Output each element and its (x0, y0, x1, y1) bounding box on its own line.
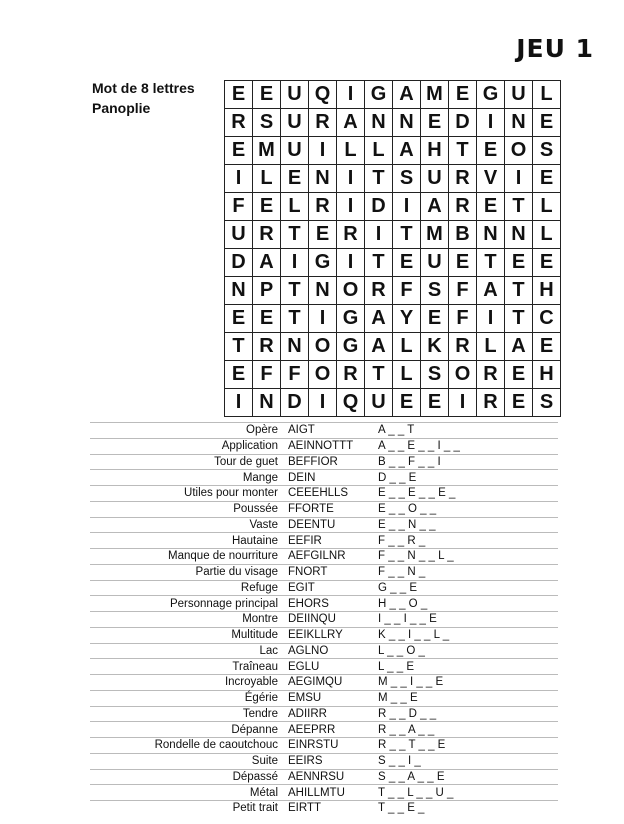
clue-definition: Poussée (233, 503, 278, 516)
grid-cell[interactable]: O (449, 361, 477, 389)
clue-row (90, 422, 558, 438)
grid-cell[interactable]: T (365, 165, 393, 193)
grid-cell[interactable]: E (393, 249, 421, 277)
grid-cell[interactable]: R (477, 361, 505, 389)
clue-row (90, 769, 558, 785)
clue-definition: Dépassé (232, 770, 278, 783)
grid-cell[interactable]: E (533, 165, 561, 193)
grid-cell[interactable]: G (337, 333, 365, 361)
grid-cell[interactable]: U (421, 249, 449, 277)
clue-pattern: M _ _ I _ _ E (378, 676, 444, 689)
grid-cell[interactable]: U (225, 221, 253, 249)
grid-cell[interactable]: Q (309, 81, 337, 109)
grid-cell[interactable]: E (225, 361, 253, 389)
grid-cell[interactable]: E (477, 137, 505, 165)
grid-cell[interactable]: I (393, 193, 421, 221)
grid-cell[interactable]: I (281, 249, 309, 277)
grid-cell[interactable]: M (253, 137, 281, 165)
grid-cell[interactable]: E (421, 389, 449, 417)
clue-pattern: S _ _ A _ _ E (378, 770, 445, 783)
clue-pattern: A _ _ E _ _ I _ _ (378, 440, 460, 453)
grid-cell[interactable]: I (337, 81, 365, 109)
grid-row (225, 361, 561, 389)
grid-cell[interactable]: I (337, 249, 365, 277)
grid-cell[interactable]: N (281, 333, 309, 361)
clue-letters: CEEEHLLS (288, 487, 349, 500)
grid-cell[interactable]: U (365, 389, 393, 417)
grid-cell[interactable]: E (449, 249, 477, 277)
clue-definition: Incroyable (224, 676, 278, 689)
grid-cell[interactable]: L (253, 165, 281, 193)
clue-row (90, 627, 558, 643)
clue-definition: Hautaine (231, 534, 278, 547)
grid-cell[interactable]: I (477, 109, 505, 137)
grid-cell[interactable]: E (533, 249, 561, 277)
grid-cell[interactable]: R (449, 165, 477, 193)
clue-pattern: E _ _ E _ _ E _ (378, 487, 456, 500)
grid-cell[interactable]: T (449, 137, 477, 165)
grid-cell[interactable]: R (253, 221, 281, 249)
grid-cell[interactable]: A (393, 137, 421, 165)
grid-cell[interactable]: F (253, 361, 281, 389)
clue-definition: Rondelle de caoutchouc (154, 739, 278, 752)
grid-cell[interactable]: N (505, 221, 533, 249)
grid-cell[interactable]: E (449, 81, 477, 109)
grid-cell[interactable]: N (253, 389, 281, 417)
theme-label: Panoplie (92, 100, 151, 116)
clue-letters: FNORT (288, 566, 328, 579)
grid-cell[interactable]: I (505, 165, 533, 193)
grid-cell[interactable]: Q (337, 389, 365, 417)
grid-cell[interactable]: E (225, 137, 253, 165)
grid-cell[interactable]: T (225, 333, 253, 361)
grid-cell[interactable]: L (533, 193, 561, 221)
clue-row (90, 737, 558, 753)
grid-cell[interactable]: F (225, 193, 253, 221)
grid-cell[interactable]: L (477, 333, 505, 361)
clue-letters: FFORTE (288, 503, 334, 516)
clue-pattern: H _ _ O _ (378, 597, 428, 610)
clue-definition: Montre (242, 613, 278, 626)
grid-cell[interactable]: N (309, 165, 337, 193)
grid-row (225, 249, 561, 277)
grid-cell[interactable]: F (449, 305, 477, 333)
clue-letters: AEINNOTTT (288, 440, 354, 453)
clue-letters: EEFIR (288, 534, 322, 547)
grid-cell[interactable]: E (225, 305, 253, 333)
clue-definition: Traîneau (232, 660, 278, 673)
clue-row (90, 674, 558, 690)
clue-letters: AEFGILNR (288, 550, 346, 563)
grid-cell[interactable]: F (449, 277, 477, 305)
grid-cell[interactable]: N (365, 109, 393, 137)
grid-cell[interactable]: A (365, 305, 393, 333)
grid-cell[interactable]: E (421, 109, 449, 137)
grid-cell[interactable]: N (309, 277, 337, 305)
clue-pattern: K _ _ I _ _ L _ (378, 629, 450, 642)
grid-cell[interactable]: I (309, 137, 337, 165)
grid-cell[interactable]: I (337, 193, 365, 221)
grid-cell[interactable]: E (225, 81, 253, 109)
grid-cell[interactable]: O (337, 277, 365, 305)
grid-cell[interactable]: S (253, 109, 281, 137)
clue-row (90, 658, 558, 674)
clue-definition: Mange (242, 471, 278, 484)
clue-row (90, 753, 558, 769)
grid-cell[interactable]: R (337, 221, 365, 249)
grid-cell[interactable]: U (281, 137, 309, 165)
grid-cell[interactable]: U (421, 165, 449, 193)
clue-pattern: E _ _ N _ _ (378, 518, 436, 531)
grid-cell[interactable]: F (393, 277, 421, 305)
grid-cell[interactable]: O (309, 361, 337, 389)
clue-pattern: G _ _ E (378, 581, 417, 594)
grid-cell[interactable]: D (365, 193, 393, 221)
grid-cell[interactable]: E (533, 109, 561, 137)
grid-cell[interactable]: G (477, 81, 505, 109)
grid-cell[interactable]: H (421, 137, 449, 165)
grid-cell[interactable]: O (309, 333, 337, 361)
clue-letters: AEEPRR (288, 723, 336, 736)
clue-row (90, 706, 558, 722)
grid-cell[interactable]: A (421, 193, 449, 221)
clue-definition: Opère (246, 424, 278, 437)
clue-definition: Utiles pour monter (184, 487, 278, 500)
grid-cell[interactable]: D (449, 109, 477, 137)
grid-cell[interactable]: S (393, 165, 421, 193)
clue-row (90, 595, 558, 611)
letter-grid (224, 80, 561, 417)
clue-pattern: L _ _ O _ (378, 644, 425, 657)
grid-cell[interactable]: E (533, 333, 561, 361)
clue-pattern: R _ _ T _ _ E (378, 739, 446, 752)
grid-cell[interactable]: A (393, 81, 421, 109)
clue-letters: DEIINQU (288, 613, 336, 626)
clue-definition: Multitude (231, 629, 278, 642)
grid-cell[interactable]: I (225, 165, 253, 193)
clue-definition: Vaste (249, 518, 278, 531)
grid-cell[interactable]: E (477, 193, 505, 221)
grid-cell[interactable]: R (337, 361, 365, 389)
clue-row (90, 454, 558, 470)
grid-cell[interactable]: T (365, 249, 393, 277)
grid-cell[interactable]: T (281, 305, 309, 333)
grid-cell[interactable]: I (309, 305, 337, 333)
grid-cell[interactable]: U (505, 81, 533, 109)
grid-cell[interactable]: N (505, 109, 533, 137)
clue-pattern: S _ _ I _ (378, 755, 421, 768)
grid-cell[interactable]: R (309, 193, 337, 221)
grid-cell[interactable]: T (281, 221, 309, 249)
grid-cell[interactable]: G (309, 249, 337, 277)
clue-letters: EINRSTU (288, 739, 339, 752)
grid-row (225, 165, 561, 193)
grid-cell[interactable]: E (309, 221, 337, 249)
grid-cell[interactable]: E (253, 193, 281, 221)
clue-pattern: E _ _ O _ _ (378, 503, 437, 516)
grid-cell[interactable]: G (365, 81, 393, 109)
clue-pattern: T _ _ E _ (378, 802, 425, 815)
clue-letters: ADIIRR (288, 707, 327, 720)
clue-letters: DEIN (288, 471, 316, 484)
clue-row (90, 517, 558, 533)
grid-cell[interactable]: T (477, 249, 505, 277)
grid-cell[interactable]: R (477, 389, 505, 417)
grid-row (225, 333, 561, 361)
grid-cell[interactable]: E (253, 81, 281, 109)
grid-cell[interactable]: S (533, 137, 561, 165)
clue-letters: EEIKLLRY (288, 629, 343, 642)
grid-row (225, 221, 561, 249)
grid-cell[interactable]: L (533, 81, 561, 109)
grid-cell[interactable]: N (393, 109, 421, 137)
grid-cell[interactable]: T (505, 193, 533, 221)
clue-row (90, 800, 558, 816)
grid-cell[interactable]: P (253, 277, 281, 305)
grid-cell[interactable]: K (421, 333, 449, 361)
grid-cell[interactable]: L (533, 221, 561, 249)
clue-definition: Petit trait (232, 802, 278, 815)
clue-row (90, 784, 558, 800)
grid-row (225, 389, 561, 417)
grid-cell[interactable]: T (365, 361, 393, 389)
clue-pattern: A _ _ T (378, 424, 415, 437)
grid-cell[interactable]: I (365, 221, 393, 249)
grid-cell[interactable]: A (505, 333, 533, 361)
clue-pattern: L _ _ E (378, 660, 415, 673)
grid-cell[interactable]: E (505, 249, 533, 277)
grid-cell[interactable]: U (281, 109, 309, 137)
grid-cell[interactable]: E (505, 361, 533, 389)
grid-cell[interactable]: A (337, 109, 365, 137)
clue-letters: AENNRSU (288, 770, 345, 783)
grid-cell[interactable]: R (225, 109, 253, 137)
clue-pattern: D _ _ E (378, 471, 417, 484)
puzzle-info (92, 78, 195, 118)
grid-cell[interactable]: E (281, 165, 309, 193)
grid-cell[interactable]: E (393, 389, 421, 417)
grid-cell[interactable]: R (449, 193, 477, 221)
grid-cell[interactable]: L (281, 193, 309, 221)
clue-definition: Lac (259, 644, 278, 657)
grid-cell[interactable]: S (421, 361, 449, 389)
clue-letters: AIGT (288, 424, 315, 437)
clue-letters: AGLNO (288, 644, 329, 657)
grid-cell[interactable]: R (253, 333, 281, 361)
clue-definition: Application (221, 440, 278, 453)
clue-pattern: M _ _ E (378, 692, 418, 705)
clue-definition: Refuge (240, 581, 278, 594)
grid-cell[interactable]: N (225, 277, 253, 305)
grid-cell[interactable]: Y (393, 305, 421, 333)
grid-cell[interactable]: M (421, 221, 449, 249)
clue-definition: Suite (251, 755, 278, 768)
clue-row (90, 485, 558, 501)
clue-row (90, 611, 558, 627)
grid-cell[interactable]: L (393, 361, 421, 389)
grid-cell[interactable]: B (449, 221, 477, 249)
clue-pattern: B _ _ F _ _ I (378, 455, 441, 468)
clue-pattern: R _ _ A _ _ (378, 723, 435, 736)
grid-cell[interactable]: E (505, 389, 533, 417)
clue-letters: AEGIMQU (288, 676, 343, 689)
grid-cell[interactable]: N (477, 221, 505, 249)
clue-pattern: F _ _ N _ (378, 566, 426, 579)
grid-cell[interactable]: D (281, 389, 309, 417)
grid-cell[interactable]: E (253, 305, 281, 333)
grid-cell[interactable]: V (477, 165, 505, 193)
grid-cell[interactable]: T (505, 305, 533, 333)
clue-row (90, 469, 558, 485)
clue-row (90, 548, 558, 564)
grid-cell[interactable]: A (253, 249, 281, 277)
grid-cell[interactable]: H (533, 277, 561, 305)
clue-definition: Partie du visage (195, 566, 278, 579)
grid-cell[interactable]: M (421, 81, 449, 109)
clue-row (90, 580, 558, 596)
grid-cell[interactable]: A (477, 277, 505, 305)
grid-cell[interactable]: I (309, 389, 337, 417)
grid-cell[interactable]: G (337, 305, 365, 333)
clue-list (90, 422, 558, 816)
clue-row (90, 564, 558, 580)
clue-letters: EGLU (288, 660, 320, 673)
clue-pattern: F _ _ N _ _ L _ (378, 550, 454, 563)
clue-definition: Égérie (244, 692, 278, 705)
clue-letters: EGIT (288, 581, 315, 594)
grid-row (225, 277, 561, 305)
grid-row (225, 193, 561, 221)
clue-pattern: I _ _ I _ _ E (378, 613, 437, 626)
clue-pattern: R _ _ D _ _ (378, 707, 437, 720)
grid-cell[interactable]: I (225, 389, 253, 417)
clue-letters: EHORS (288, 597, 329, 610)
grid-cell[interactable]: L (365, 137, 393, 165)
clue-row (90, 501, 558, 517)
grid-cell[interactable]: I (337, 165, 365, 193)
clue-row (90, 690, 558, 706)
clue-definition: Tour de guet (214, 455, 278, 468)
clue-pattern: F _ _ R _ (378, 534, 426, 547)
clue-definition: Métal (249, 786, 278, 799)
grid-cell[interactable]: T (505, 277, 533, 305)
grid-cell[interactable]: T (393, 221, 421, 249)
grid-row (225, 81, 561, 109)
grid-cell[interactable]: A (365, 333, 393, 361)
game-title: JEU 1 (516, 34, 594, 63)
grid-cell[interactable]: L (337, 137, 365, 165)
grid-cell[interactable]: H (533, 361, 561, 389)
clue-definition: Manque de nourriture (168, 550, 278, 563)
clue-row (90, 438, 558, 454)
clue-letters: AHILLMTU (288, 786, 345, 799)
grid-cell[interactable]: E (421, 305, 449, 333)
grid-row (225, 137, 561, 165)
grid-cell[interactable]: I (449, 389, 477, 417)
clue-letters: DEENTU (288, 518, 336, 531)
clue-row (90, 721, 558, 737)
clue-definition: Dépanne (231, 723, 278, 736)
grid-cell[interactable]: D (225, 249, 253, 277)
grid-cell[interactable]: S (421, 277, 449, 305)
grid-cell[interactable]: F (281, 361, 309, 389)
clue-row (90, 532, 558, 548)
grid-cell[interactable]: T (281, 277, 309, 305)
clue-letters: EEIRS (288, 755, 323, 768)
grid-cell[interactable]: R (309, 109, 337, 137)
clue-row (90, 643, 558, 659)
grid-cell[interactable]: S (533, 389, 561, 417)
grid-cell[interactable]: R (449, 333, 477, 361)
word-length-label: Mot de 8 lettres (92, 80, 195, 96)
clue-definition: Tendre (242, 707, 278, 720)
grid-cell[interactable]: R (365, 277, 393, 305)
clue-letters: EIRTT (288, 802, 322, 815)
grid-row (225, 109, 561, 137)
grid-cell[interactable]: O (505, 137, 533, 165)
grid-cell[interactable]: L (393, 333, 421, 361)
clue-pattern: T _ _ L _ _ U _ (378, 786, 454, 799)
clue-letters: BEFFIOR (288, 455, 338, 468)
grid-cell[interactable]: C (533, 305, 561, 333)
grid-row (225, 305, 561, 333)
grid-cell[interactable]: I (477, 305, 505, 333)
clue-definition: Personnage principal (169, 597, 278, 610)
grid-cell[interactable]: U (281, 81, 309, 109)
clue-letters: EMSU (288, 692, 322, 705)
